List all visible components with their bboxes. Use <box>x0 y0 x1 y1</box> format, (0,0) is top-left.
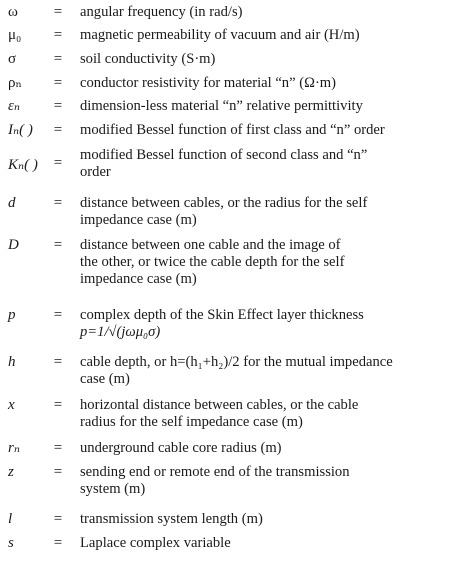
equals-sign: = <box>53 354 63 370</box>
description-line: transmission system length (m) <box>80 511 263 527</box>
description <box>80 307 464 341</box>
description <box>80 75 464 92</box>
description <box>80 397 464 431</box>
symbol: d <box>8 195 16 211</box>
equals-sign: = <box>53 511 63 527</box>
description-line: radius for the self impedance case (m) <box>80 414 303 431</box>
equals-sign: = <box>53 155 63 171</box>
description-line: distance between cables, or the radius for the self <box>80 195 368 211</box>
equals-sign: = <box>53 98 63 114</box>
symbol: D <box>8 237 19 253</box>
symbol: Iₙ( ) <box>8 122 33 138</box>
description-line: dimension-less material “n” relative permittivity <box>80 98 363 114</box>
description-line: modified Bessel function of first class and “n” order <box>80 122 385 138</box>
symbol: ω <box>8 4 18 20</box>
formula-line: p=1/√(jωμ₀σ) <box>80 324 161 341</box>
symbol: ρₙ <box>8 75 22 91</box>
symbol: σ <box>8 51 17 67</box>
description <box>80 27 464 44</box>
equals-sign: = <box>53 75 63 91</box>
description <box>80 535 464 552</box>
description-line: conductor resistivity for material “n” (Ω·m) <box>80 75 337 91</box>
equals-sign: = <box>53 464 63 480</box>
equals-sign: = <box>53 535 63 551</box>
equals-sign: = <box>53 195 63 211</box>
symbol: rₙ <box>8 440 20 456</box>
description <box>80 98 464 115</box>
description-line: Laplace complex variable <box>80 535 231 551</box>
description-line: order <box>80 164 111 181</box>
equals-sign: = <box>53 397 63 413</box>
description-line: horizontal distance between cables, or the cable <box>80 397 359 413</box>
equals-sign: = <box>53 122 63 138</box>
symbol: x <box>8 397 15 413</box>
description-line: sending end or remote end of the transmission <box>80 464 350 480</box>
description <box>80 237 464 289</box>
description-line: impedance case (m) <box>80 271 197 288</box>
equals-sign: = <box>53 4 63 20</box>
description-line: magnetic permeability of vacuum and air (H/m) <box>80 27 360 43</box>
symbol: μ₀ <box>8 27 22 43</box>
symbol: s <box>8 535 14 551</box>
description <box>80 4 464 21</box>
description-line: system (m) <box>80 481 146 498</box>
symbol: Kₙ( ) <box>8 157 38 173</box>
description-line: complex depth of the Skin Effect layer thickness <box>80 307 364 323</box>
description-line: case (m) <box>80 371 130 388</box>
description-line: cable depth, or h=(h₁+h₂)/2 for the mutual impedance <box>80 354 393 370</box>
equals-sign: = <box>53 27 63 43</box>
description-line: soil conductivity (S·m) <box>80 51 216 67</box>
description-line: impedance case (m) <box>80 212 197 229</box>
description-line: underground cable core radius (m) <box>80 440 282 456</box>
symbol: εₙ <box>8 98 20 114</box>
description <box>80 147 464 181</box>
equals-sign: = <box>53 440 63 456</box>
description <box>80 195 464 229</box>
symbol: z <box>8 464 14 480</box>
equals-sign: = <box>53 237 63 253</box>
description <box>80 440 464 457</box>
description <box>80 511 464 528</box>
description-line: distance between one cable and the image of <box>80 237 341 253</box>
description-line: modified Bessel function of second class and “n” <box>80 147 368 163</box>
equals-sign: = <box>53 51 63 67</box>
description-line: angular frequency (in rad/s) <box>80 4 243 20</box>
equals-sign: = <box>53 307 63 323</box>
symbol: p <box>8 307 16 323</box>
description <box>80 51 464 68</box>
symbol: h <box>8 354 16 370</box>
symbol: l <box>8 511 13 527</box>
description <box>80 354 464 388</box>
description <box>80 122 464 139</box>
description <box>80 464 464 498</box>
description-line: the other, or twice the cable depth for the self <box>80 254 345 271</box>
